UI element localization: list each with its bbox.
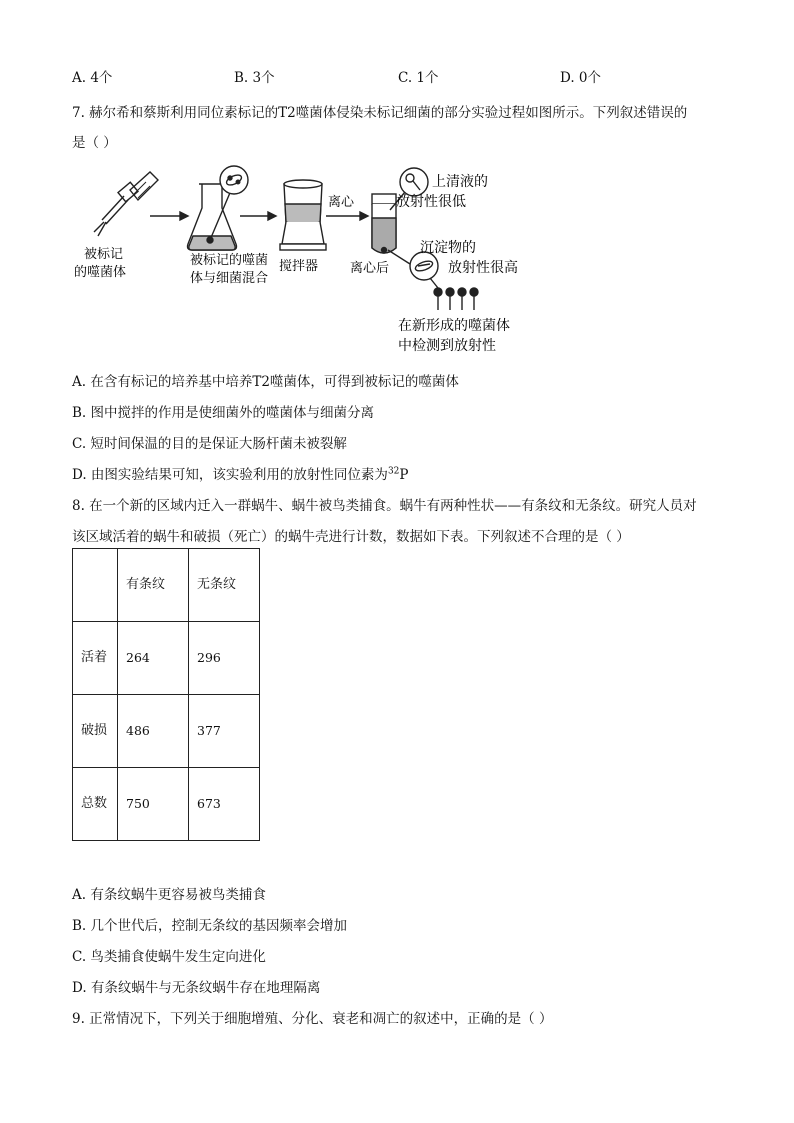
table-row: [73, 695, 260, 768]
q7-option-d: [72, 463, 408, 483]
label-supernatant-2: 放射性很低: [396, 194, 466, 210]
q7-stem-line1: 7. 赫尔希和蔡斯利用同位素标记的T2噬菌体侵染未标记细菌的部分实验过程如图所示。下列叙述错误的: [72, 105, 688, 121]
q8-option-a: A. 有条纹蜗牛更容易被鸟类捕食: [72, 887, 266, 903]
table-header-row: [73, 549, 260, 622]
flask-icon: [188, 184, 237, 250]
table-header-striped: 有条纹: [118, 549, 189, 622]
q6-option-a: A. 4个: [72, 70, 113, 86]
arrow-3: [326, 212, 368, 220]
cell-striped: 750: [118, 768, 189, 841]
labeled-phage-icon: [94, 172, 158, 236]
q9-stem: 9. 正常情况下，下列关于细胞增殖、分化、衰老和凋亡的叙述中，正确的是（ ）: [72, 1011, 553, 1027]
cell-plain: 673: [189, 768, 260, 841]
table-row: [73, 622, 260, 695]
label-new-phage-2: 中检测到放射性: [398, 338, 496, 354]
row-label: 总数: [73, 768, 118, 841]
arrow-2: [240, 212, 276, 220]
snail-count-table: [72, 548, 260, 841]
label-centrifuge: 离心: [328, 195, 355, 210]
q7-option-a: A. 在含有标记的培养基中培养T2噬菌体，可得到被标记的噬菌体: [72, 374, 459, 390]
label-after-centrifuge: 离心后: [350, 261, 390, 276]
cell-striped: 264: [118, 622, 189, 695]
q8-option-b: B. 几个世代后，控制无条纹的基因频率会增加: [72, 918, 348, 934]
label-sediment-1: 沉淀物的: [420, 240, 476, 256]
bacteria-magnified-icon: [220, 166, 248, 194]
arrow-1: [150, 212, 188, 220]
q8-option-c: C. 鸟类捕食使蜗牛发生定向进化: [72, 949, 266, 965]
label-supernatant-1: 上清液的: [432, 174, 488, 190]
label-mix-2: 体与细菌混合: [190, 271, 269, 286]
stirrer-icon: [280, 180, 326, 250]
cell-plain: 296: [189, 622, 260, 695]
q8-stem-line2: 该区域活着的蜗牛和破损（死亡）的蜗牛壳进行计数，数据如下表。下列叙述不合理的是（ ）: [72, 529, 630, 545]
label-phage-2: 的噬菌体: [74, 265, 127, 280]
q8-option-d: D. 有条纹蜗牛与无条纹蜗牛存在地理隔离: [72, 980, 321, 996]
q6-option-d: D. 0个: [560, 70, 602, 86]
label-phage-1: 被标记: [84, 247, 124, 262]
q7-experiment-figure: [72, 160, 542, 360]
cell-striped: 486: [118, 695, 189, 768]
table-row: [73, 768, 260, 841]
table-corner-cell: [73, 549, 118, 622]
label-mix-1: 被标记的噬菌: [190, 253, 269, 268]
label-stirrer: 搅拌器: [279, 259, 319, 274]
q7-option-d-superscript: 32: [387, 466, 400, 477]
q7-option-d-element: P: [399, 467, 409, 483]
row-label: 活着: [73, 622, 118, 695]
q7-stem-line2: 是（ ）: [72, 135, 117, 151]
sediment-magnified-icon: [410, 252, 438, 288]
cell-plain: 377: [189, 695, 260, 768]
table-header-plain: 无条纹: [189, 549, 260, 622]
label-new-phage-1: 在新形成的噬菌体: [398, 318, 510, 334]
q7-option-c: C. 短时间保温的目的是保证大肠杆菌未被裂解: [72, 436, 347, 452]
row-label: 破损: [73, 695, 118, 768]
q8-stem-line1: 8. 在一个新的区域内迁入一群蜗牛、蜗牛被鸟类捕食。蜗牛有两种性状——有条纹和无条纹。研究人员对: [72, 498, 697, 514]
new-phages-icon: [434, 288, 478, 310]
q6-option-b: B. 3个: [234, 70, 275, 86]
label-sediment-2: 放射性很高: [448, 260, 518, 276]
q7-option-d-text: D. 由图实验结果可知，该实验利用的放射性同位素为: [72, 467, 388, 483]
q6-option-c: C. 1个: [398, 70, 439, 86]
q7-option-b: B. 图中搅拌的作用是使细菌外的噬菌体与细菌分离: [72, 405, 375, 421]
supernatant-magnified-icon: [400, 168, 428, 196]
